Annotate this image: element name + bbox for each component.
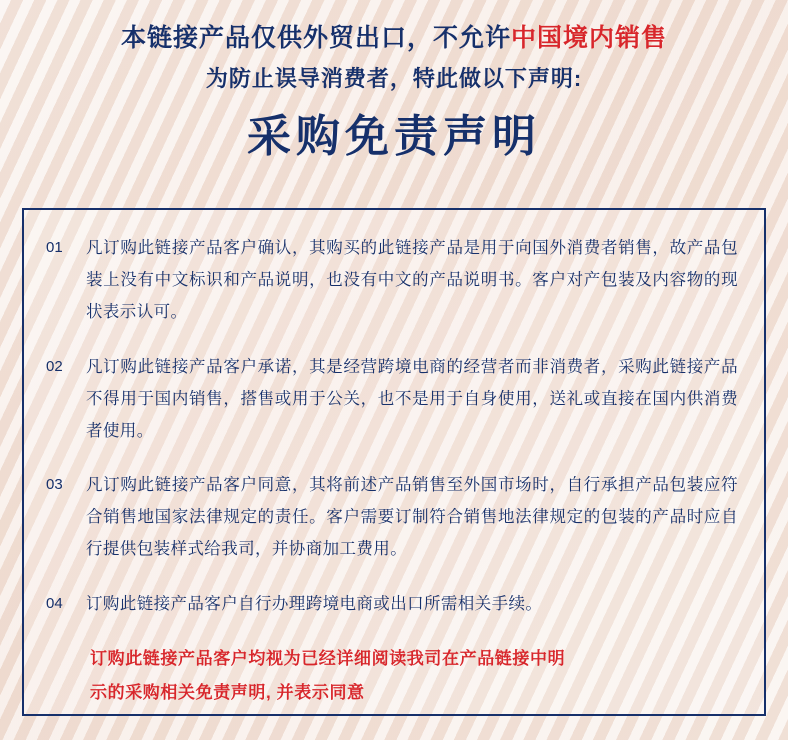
clause-text: 凡订购此链接产品客户承诺，其是经营跨境电商的经营者而非消费者，采购此链接产品不得用于国内销售，搭售或用于公关，也不是用于自身使用，送礼或直接在国内供消费者使用。 xyxy=(86,357,738,440)
clause-text: 订购此链接产品客户自行办理跨境电商或出口所需相关手续。 xyxy=(86,594,543,613)
headline-part1: 本链接产品仅供外贸出口，不允许 xyxy=(120,24,511,52)
clause-number: 02 xyxy=(46,357,63,375)
headline-part2: 中国境内销售 xyxy=(511,24,668,52)
footnote-line-1: 订购此链接产品客户均视为已经详细阅读我司在产品链接中明 xyxy=(90,648,566,668)
page-header xyxy=(0,0,788,164)
disclaimer-card xyxy=(22,208,766,716)
clause-text: 凡订购此链接产品客户确认，其购买的此链接产品是用于向国外消费者销售，故产品包装上没有中文标识和产品说明，也没有中文的产品说明书。客户对产包装及内容物的现状表示认可。 xyxy=(86,239,738,322)
clause-text: 凡订购此链接产品客户同意，其将前述产品销售至外国市场时，自行承担产品包装应符合销售地国家法律规定的责任。客户需要订制符合销售地法律规定的包装的产品时应自行提供包装样式给我司，并协商加工费用。 xyxy=(86,476,738,559)
clause-number: 01 xyxy=(46,239,63,256)
subheadline: 为防止误导消费者，特此做以下声明: xyxy=(205,65,583,91)
page-title: 采购免责声明 xyxy=(247,112,541,162)
footnote-line-2: 示的采购相关免责声明, 并表示同意 xyxy=(90,682,365,702)
footnote xyxy=(90,642,738,710)
clause-number: 04 xyxy=(46,594,63,612)
headline xyxy=(30,22,758,55)
clause-number: 03 xyxy=(46,476,63,494)
clause-item xyxy=(46,232,738,329)
clause-item xyxy=(46,469,738,566)
clause-item xyxy=(46,588,738,620)
clause-item xyxy=(46,351,738,448)
